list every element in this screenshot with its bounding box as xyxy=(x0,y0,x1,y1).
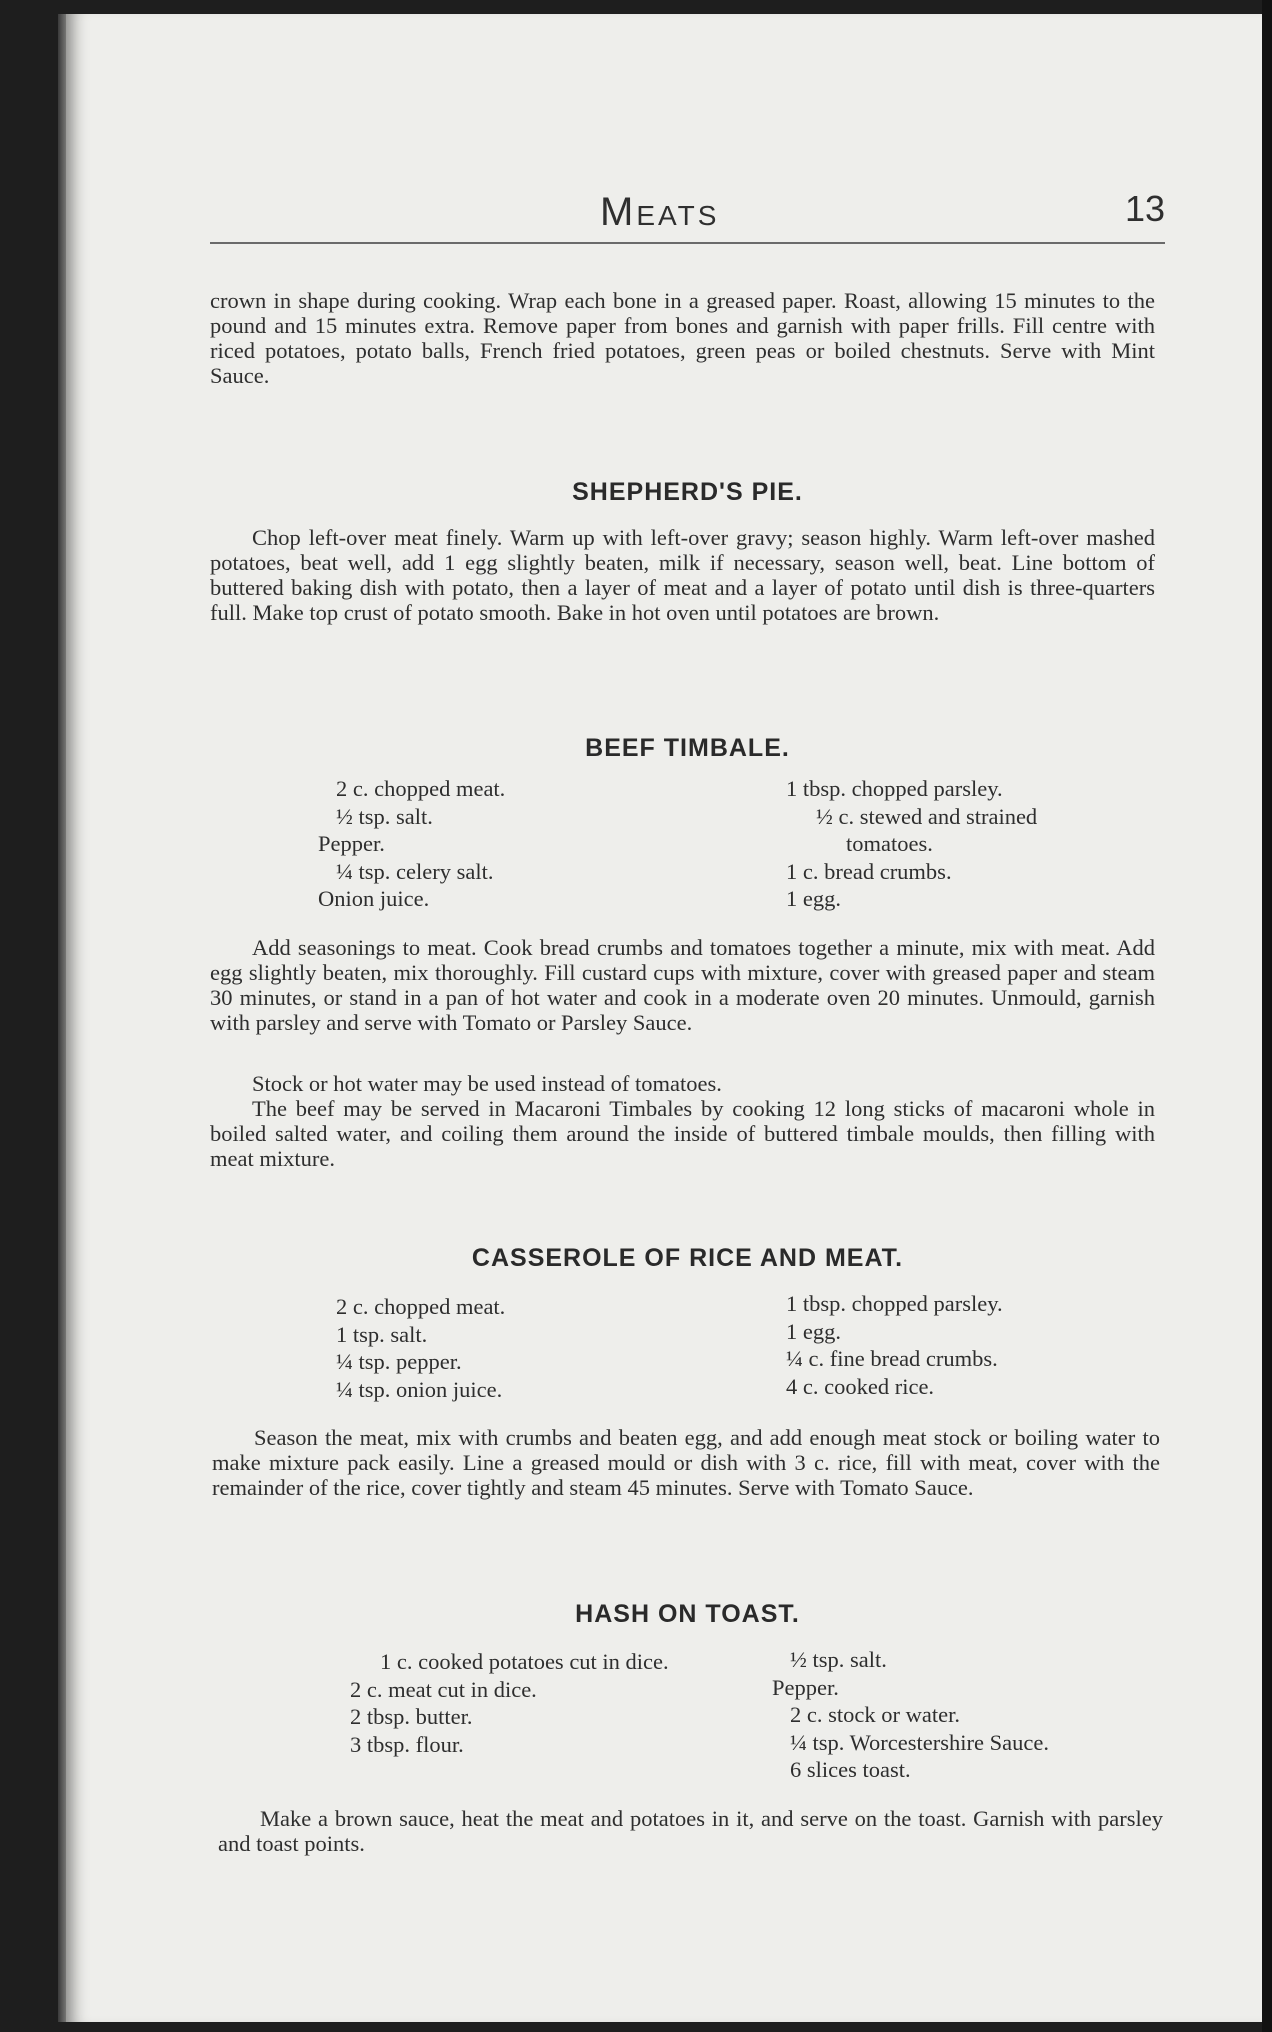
ingredient: Onion juice. xyxy=(318,886,430,911)
scan-edge xyxy=(1262,0,1272,2032)
intro-paragraph: crown in shape during cooking. Wrap each bone in a greased paper. Roast, allowing 15 minutes to the pound and 15 minutes extra. Remove paper from bones and garnish with paper frills. Fill centre with riced potatoes, potato balls, French fried potatoes, green peas or boiled chestnuts. Serve with Mint Sauce. xyxy=(210,288,1155,388)
ingredient: 1 tbsp. chopped parsley. xyxy=(786,776,1003,801)
casserole-ingredients-left xyxy=(336,1293,626,1403)
ingredient: Pepper. xyxy=(318,831,385,856)
casserole-ingredients-right xyxy=(786,1290,1126,1400)
ingredient: ½ c. stewed and strained tomatoes. xyxy=(816,803,1038,856)
running-header xyxy=(210,186,1165,244)
ingredient: ¼ c. fine bread crumbs. xyxy=(786,1346,998,1371)
ingredient: 2 c. chopped meat. xyxy=(336,776,506,801)
shepherds-pie-title: SHEPHERD'S PIE. xyxy=(572,478,803,506)
ingredient: ½ tsp. salt. xyxy=(790,1647,887,1672)
ingredient: ¼ tsp. celery salt. xyxy=(336,858,494,884)
ingredient: 1 c. cooked potatoes cut in dice. xyxy=(380,1649,669,1674)
casserole-title: CASSEROLE OF RICE AND MEAT. xyxy=(471,1244,904,1272)
ingredient: ¼ tsp. onion juice. xyxy=(336,1376,503,1402)
ingredient: ½ tsp. salt. xyxy=(336,803,433,829)
ingredient: 1 egg. xyxy=(786,1318,841,1344)
casserole-text: Season the meat, mix with crumbs and beaten egg, and add enough meat stock or boiling water to make mixture pack easily. Line a greased mould or dish with 3 c. rice, fill with meat, cover with the remainder of the rice, cover tightly and steam 45 minutes. Serve with Tomato Sauce. xyxy=(212,1425,1160,1500)
beef-timbale-ingredients-left xyxy=(318,775,626,913)
beef-timbale-paragraph-2: Stock or hot water may be used instead of tomatoes. xyxy=(252,1071,722,1096)
chapter-title: Meats xyxy=(600,190,720,234)
ingredient: 2 c. chopped meat. xyxy=(336,1294,506,1319)
hash-on-toast-ingredients-right xyxy=(772,1646,1170,1784)
beef-timbale-paragraph-1: Add seasonings to meat. Cook bread crumbs and tomatoes together a minute, mix with meat. Add egg slightly beaten, mix thoroughly. Fill custard cups with mixture, cover with greased paper and steam 30 minutes, or stand in a pan of hot water and cook in a moderate oven 20 minutes. Unmould, garnish with parsley and serve with Tomato or Parsley Sauce. xyxy=(210,935,1155,1035)
ingredient: 1 c. bread crumbs. xyxy=(786,858,952,884)
ingredient: 2 c. meat cut in dice. xyxy=(350,1676,537,1702)
ingredient: 1 egg. xyxy=(786,886,841,911)
ingredient: 4 c. cooked rice. xyxy=(786,1373,935,1399)
hash-on-toast-title: HASH ON TOAST. xyxy=(575,1600,800,1628)
beef-timbale-title: BEEF TIMBALE. xyxy=(585,734,790,762)
ingredient: 2 c. stock or water. xyxy=(790,1702,960,1727)
ingredient: 1 tbsp. chopped parsley. xyxy=(786,1291,1003,1316)
ingredient: 2 tbsp. butter. xyxy=(350,1704,473,1729)
ingredient: 3 tbsp. flour. xyxy=(350,1731,464,1757)
ingredient: ¼ tsp. Worcestershire Sauce. xyxy=(790,1729,1049,1755)
hash-on-toast-ingredients-left xyxy=(350,1648,680,1758)
ingredient: 1 tsp. salt. xyxy=(336,1321,428,1347)
ingredient: 6 slices toast. xyxy=(790,1757,911,1782)
ingredient: Pepper. xyxy=(772,1674,839,1700)
ingredient: ¼ tsp. pepper. xyxy=(336,1349,462,1374)
shepherds-pie-text: Chop left-over meat finely. Warm up with left-over gravy; season highly. Warm left-over mashed potatoes, beat well, add 1 egg slightly beaten, milk if necessary, season well, beat. Line bottom of buttered baking dish with potato, then a layer of meat and a layer of potato until dish is three-quarters full. Make top crust of potato smooth. Bake in hot oven until potatoes are brown. xyxy=(210,525,1155,625)
beef-timbale-ingredients-right xyxy=(786,775,1126,913)
beef-timbale-paragraph-3: The beef may be served in Macaroni Timbales by cooking 12 long sticks of macaroni whole in boiled salted water, and coiling them around the inside of buttered timbale moulds, then filling with meat mixture. xyxy=(210,1096,1155,1171)
page-number: 13 xyxy=(1124,188,1165,229)
hash-on-toast-text: Make a brown sauce, heat the meat and potatoes in it, and serve on the toast. Garnish with parsley and toast points. xyxy=(218,1806,1163,1856)
